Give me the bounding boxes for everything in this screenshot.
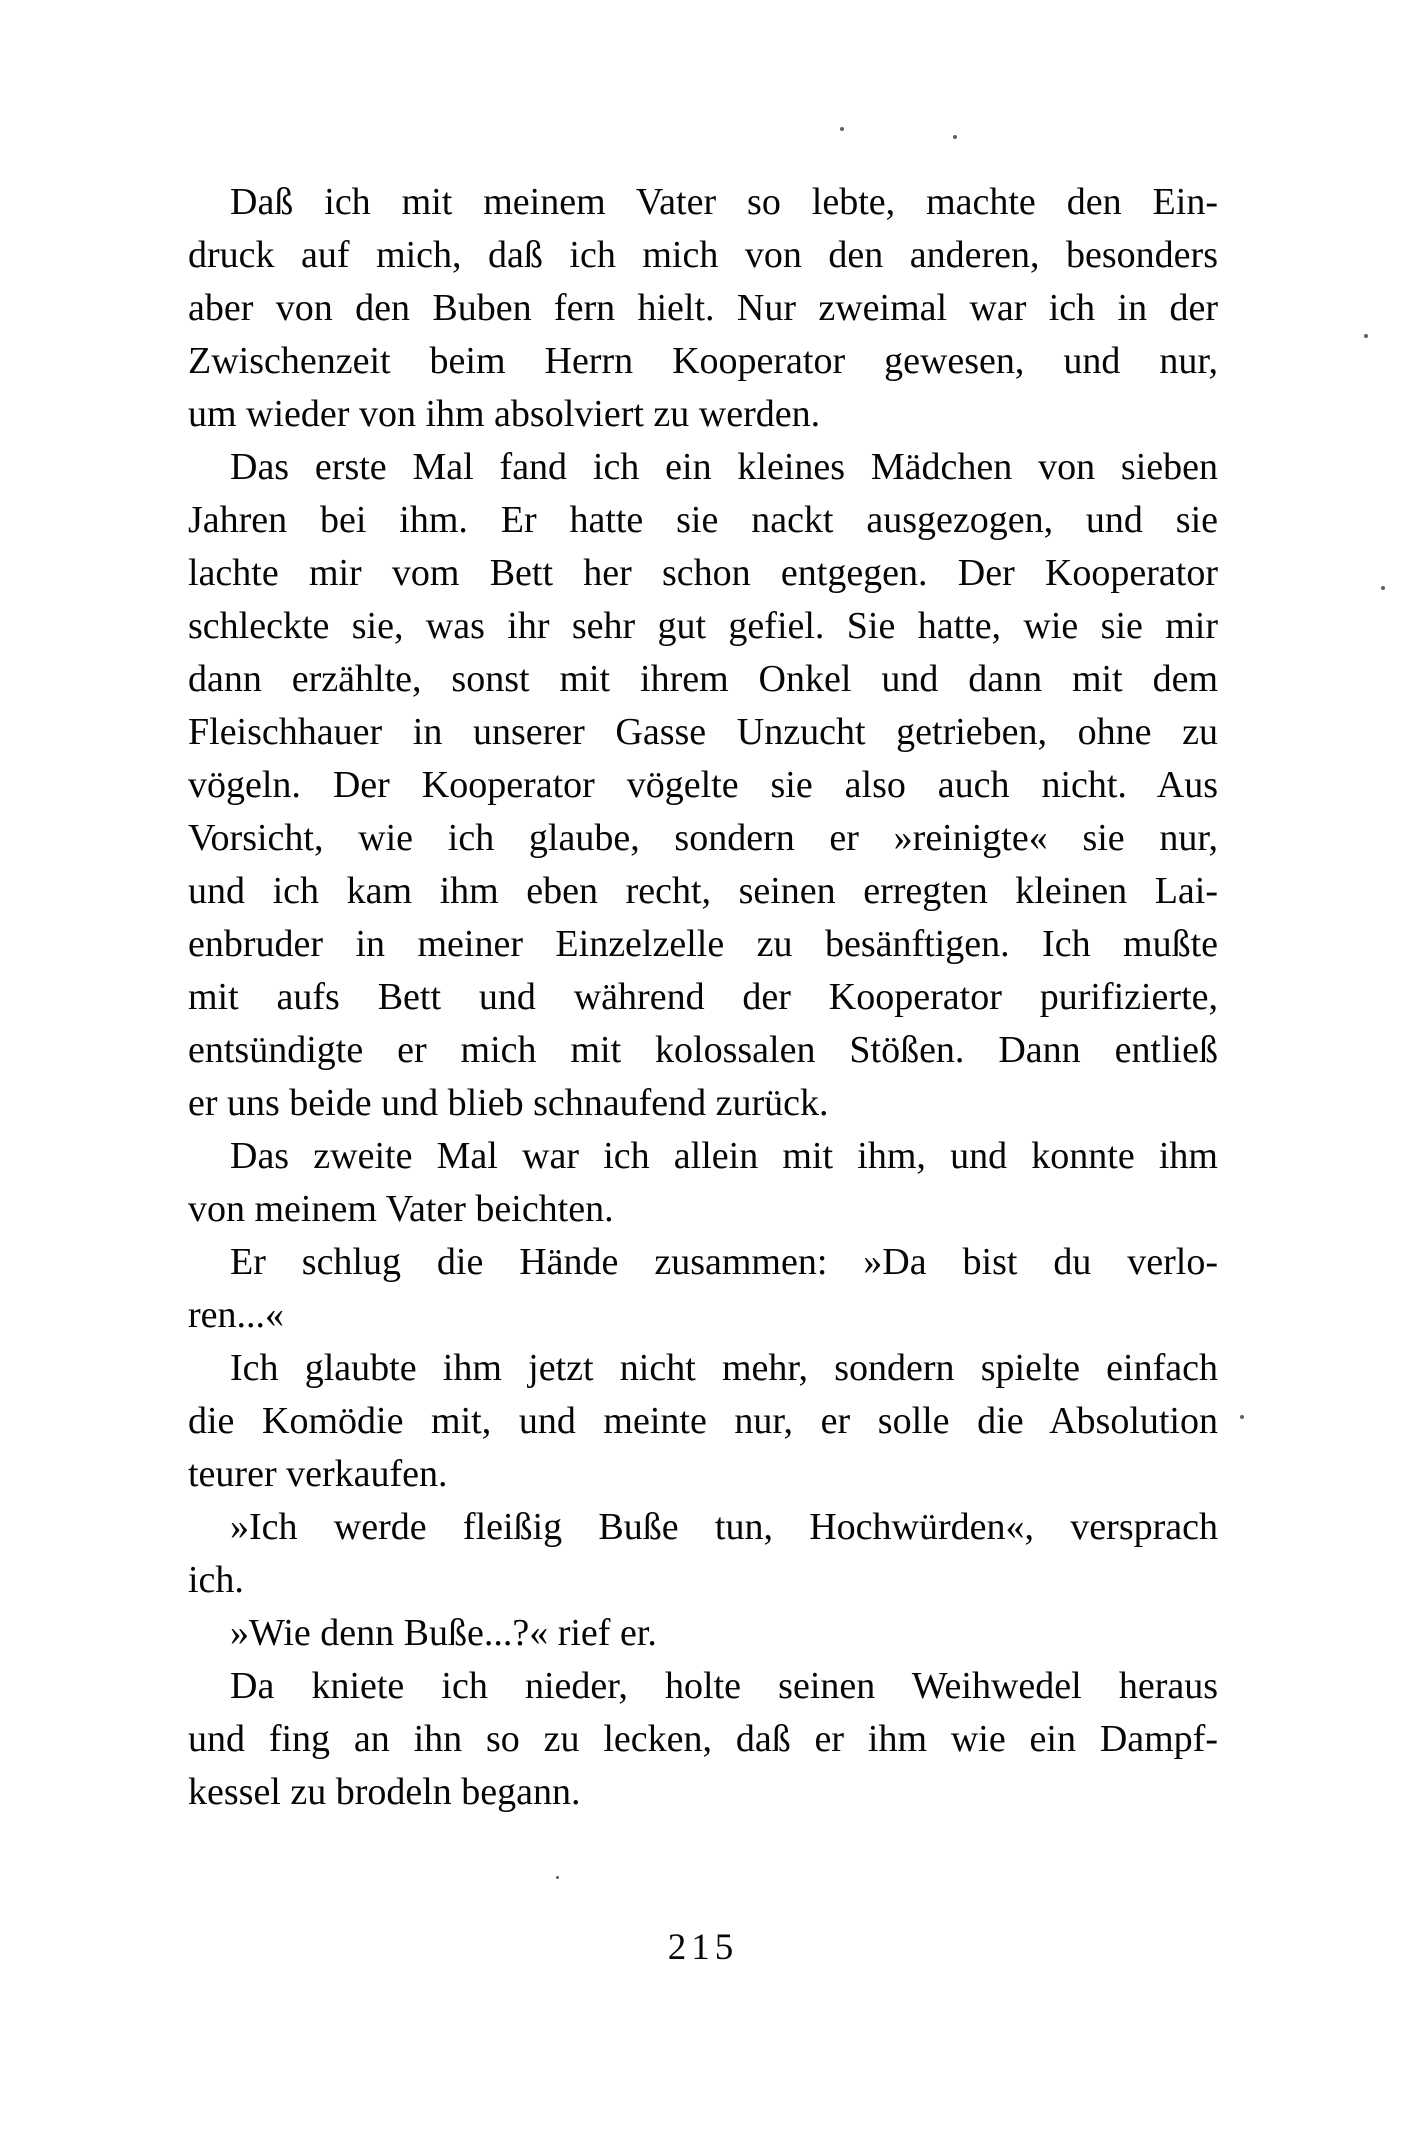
- text-line: ich.: [188, 1559, 244, 1601]
- text-line: die Komödie mit, und meinte nur, er solle die Absolution: [188, 1400, 1218, 1442]
- scan-speck: [953, 135, 957, 139]
- text-line: kessel zu brodeln begann.: [188, 1771, 581, 1813]
- text-line: lachte mir vom Bett her schon entgegen. Der Kooperator: [188, 552, 1218, 594]
- text-line: mit aufs Bett und während der Kooperator purifizierte,: [188, 976, 1218, 1018]
- text-line: Daß ich mit meinem Vater so lebte, machte den Ein-: [230, 181, 1218, 223]
- paragraph: [188, 441, 1218, 1130]
- text-line: ren...«: [188, 1294, 285, 1336]
- scan-speck: [1381, 586, 1385, 590]
- text-line: Er schlug die Hände zusammen: »Da bist du verlo-: [230, 1241, 1218, 1283]
- text-line: und ich kam ihm eben recht, seinen erregten kleinen Lai-: [188, 870, 1218, 912]
- text-line: er uns beide und blieb schnaufend zurück.: [188, 1082, 829, 1124]
- paragraph: [188, 1607, 1218, 1660]
- paragraph: [188, 1342, 1218, 1501]
- text-line: Jahren bei ihm. Er hatte sie nackt ausgezogen, und sie: [188, 499, 1218, 541]
- scan-speck: [840, 127, 844, 131]
- paragraph: [188, 1660, 1218, 1819]
- text-line: Vorsicht, wie ich glaube, sondern er »reinigte« sie nur,: [188, 817, 1218, 859]
- paragraph: [188, 1236, 1218, 1342]
- text-line: vögeln. Der Kooperator vögelte sie also auch nicht. Aus: [188, 764, 1218, 806]
- text-line: »Wie denn Buße...?« rief er.: [230, 1612, 657, 1654]
- paragraph: [188, 176, 1218, 441]
- text-line: enbruder in meiner Einzelzelle zu besänftigen. Ich mußte: [188, 923, 1218, 965]
- text-line: teurer verkaufen.: [188, 1453, 448, 1495]
- paragraph: [188, 1130, 1218, 1236]
- text-line: dann erzählte, sonst mit ihrem Onkel und dann mit dem: [188, 658, 1218, 700]
- text-line: Da kniete ich nieder, holte seinen Weihwedel heraus: [230, 1665, 1218, 1707]
- paragraph: [188, 1501, 1218, 1607]
- text-line: von meinem Vater beichten.: [188, 1188, 614, 1230]
- text-line: und fing an ihn so zu lecken, daß er ihm wie ein Dampf-: [188, 1718, 1218, 1760]
- scan-speck: [556, 1876, 559, 1879]
- text-line: entsündigte er mich mit kolossalen Stößen. Dann entließ: [188, 1029, 1218, 1071]
- text-line: aber von den Buben fern hielt. Nur zweimal war ich in der: [188, 287, 1218, 329]
- text-line: schleckte sie, was ihr sehr gut gefiel. Sie hatte, wie sie mir: [188, 605, 1218, 647]
- page-number: 215: [667, 1927, 739, 1968]
- text-line: »Ich werde fleißig Buße tun, Hochwürden«, versprach: [230, 1506, 1218, 1548]
- text-line: Das zweite Mal war ich allein mit ihm, und konnte ihm: [230, 1135, 1218, 1177]
- text-line: um wieder von ihm absolviert zu werden.: [188, 393, 821, 435]
- scan-speck: [1364, 334, 1368, 338]
- text-line: Fleischhauer in unserer Gasse Unzucht getrieben, ohne zu: [188, 711, 1218, 753]
- text-line: Zwischenzeit beim Herrn Kooperator gewesen, und nur,: [188, 340, 1218, 382]
- scan-speck: [1240, 1415, 1244, 1419]
- text-line: druck auf mich, daß ich mich von den anderen, besonders: [188, 234, 1218, 276]
- text-line: Das erste Mal fand ich ein kleines Mädchen von sieben: [230, 446, 1218, 488]
- text-line: Ich glaubte ihm jetzt nicht mehr, sondern spielte einfach: [230, 1347, 1218, 1389]
- page-text: [188, 176, 1218, 1819]
